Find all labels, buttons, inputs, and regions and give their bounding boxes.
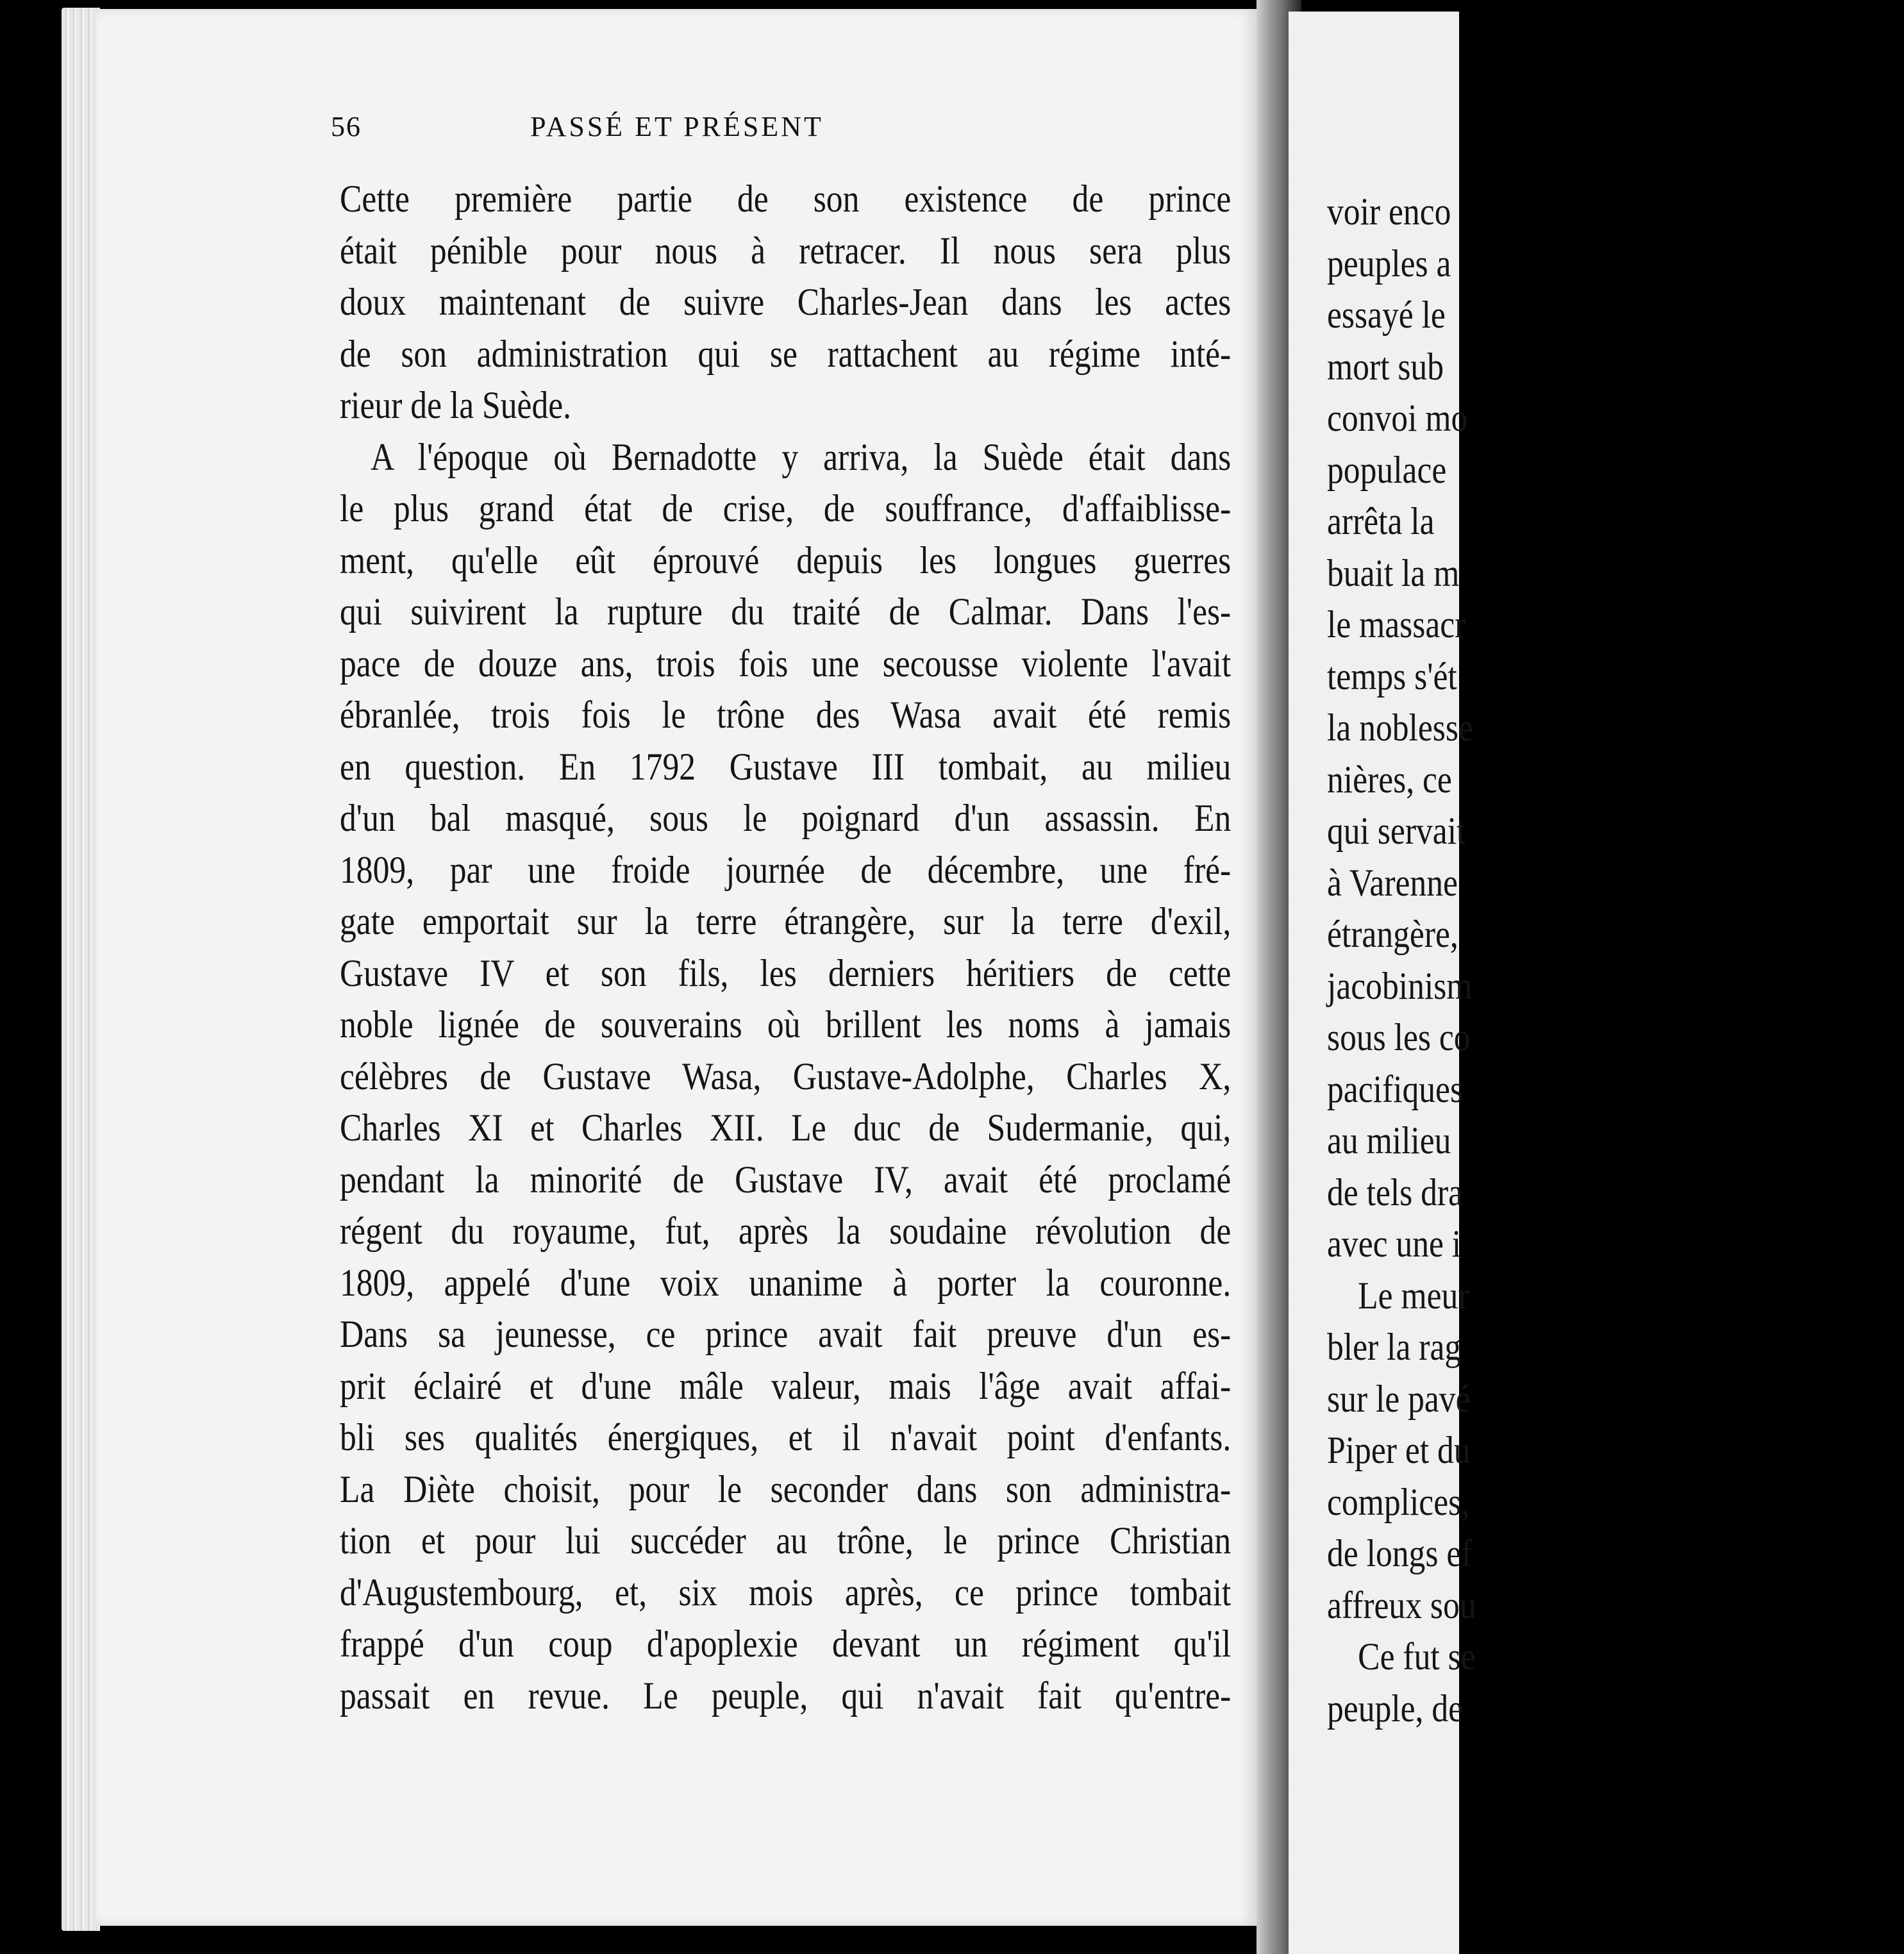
text-line: noble lignée de souverains où brillent les noms à jamais (340, 1003, 1232, 1046)
text-line: à Varenne (1327, 861, 1458, 904)
text-line: Ce fut se (1358, 1635, 1476, 1678)
text-line: bli ses qualités énergiques, et il n'avait point d'enfants. (340, 1416, 1232, 1458)
text-line: arrêta la (1327, 500, 1435, 542)
text-line: Gustave IV et son fils, les derniers héritiers de cette (340, 951, 1232, 994)
text-line: régent du royaume, fut, après la soudaine révolution de (340, 1210, 1232, 1252)
text-line: pace de douze ans, trois fois une secousse violente l'avait (340, 642, 1232, 685)
text-line: qui servait (1327, 810, 1466, 852)
text-line: qui suivirent la rupture du traité de Calmar. Dans l'es- (340, 590, 1232, 633)
text-line: Dans sa jeunesse, ce prince avait fait preuve d'un es- (340, 1313, 1232, 1355)
text-line: Cette première partie de son existence de prince (340, 178, 1232, 220)
text-line: buait la m (1327, 551, 1460, 594)
running-title: PASSÉ ET PRÉSENT (530, 111, 824, 142)
text-line: pendant la minorité de Gustave IV, avait été proclamé (340, 1158, 1232, 1201)
text-line: frappé d'un coup d'apoplexie devant un régiment qu'il (340, 1623, 1232, 1665)
text-line: étrangère, (1327, 913, 1458, 955)
right-page-text (1327, 186, 1904, 1734)
right-page (1289, 12, 1476, 1954)
text-line: gate emportait sur la terre étrangère, sur la terre d'exil, (340, 900, 1232, 942)
text-line: essayé le (1327, 294, 1446, 336)
text-line: convoi mo (1327, 397, 1468, 439)
text-line: 1809, par une froide journée de décembre, une fré- (340, 848, 1232, 891)
text-line: jacobinism (1327, 964, 1473, 1007)
text-line: avec une i (1327, 1223, 1462, 1265)
text-line: voir enco (1327, 190, 1451, 233)
page-header (331, 110, 1254, 149)
text-line: était pénible pour nous à retracer. Il nous sera plus (340, 229, 1232, 272)
text-line: en question. En 1792 Gustave III tombait, au milieu (340, 745, 1232, 788)
text-line: mort sub (1327, 345, 1444, 388)
text-line: rieur de la Suède. (340, 384, 572, 426)
text-line: le massacr (1327, 603, 1466, 646)
text-line: A l'époque où Bernadotte y arriva, la Suède était dans (371, 435, 1232, 478)
text-line: doux maintenant de suivre Charles-Jean dans les actes (340, 281, 1232, 323)
text-line: peuples a (1327, 242, 1451, 285)
text-line: tion et pour lui succéder au trône, le prince Christian (340, 1519, 1232, 1562)
text-line: prit éclairé et d'une mâle valeur, mais l'âge avait affai- (340, 1364, 1232, 1407)
text-line: Le meur (1358, 1274, 1469, 1317)
text-line: affreux sou (1327, 1583, 1476, 1626)
text-line: célèbres de Gustave Wasa, Gustave-Adolphe, Charles X, (340, 1055, 1232, 1098)
text-line: La Diète choisit, pour le seconder dans son administra- (340, 1467, 1232, 1510)
text-line: temps s'ét (1327, 655, 1457, 697)
text-line: 1809, appelé d'une voix unanime à porter la couronne. (340, 1261, 1232, 1304)
text-line: le plus grand état de crise, de souffrance, d'affaiblisse- (340, 487, 1232, 530)
text-line: peuple, de (1327, 1687, 1464, 1730)
text-line: d'Augustembourg, et, six mois après, ce prince tombait (340, 1571, 1232, 1614)
text-line: Charles XI et Charles XII. Le duc de Sudermanie, qui, (340, 1106, 1232, 1149)
text-line: ment, qu'elle eût éprouvé depuis les longues guerres (340, 539, 1232, 581)
text-line: complices, (1327, 1480, 1470, 1523)
text-line: populace (1327, 448, 1447, 491)
text-line: au milieu (1327, 1119, 1451, 1162)
text-line: ébranlée, trois fois le trône des Wasa avait été remis (340, 694, 1232, 736)
text-line: de longs ef (1327, 1532, 1473, 1574)
text-line: la noblesse (1327, 706, 1473, 749)
text-line: de tels dra (1327, 1171, 1464, 1214)
text-line: sous les co (1327, 1016, 1471, 1058)
left-page-text (340, 173, 1231, 1721)
text-line: nières, ce (1327, 758, 1452, 801)
text-line: de son administration qui se rattachent au régime inté- (340, 332, 1232, 375)
page-stack-edge (62, 8, 100, 1931)
text-line: bler la rag (1327, 1326, 1462, 1368)
page-number: 56 (331, 111, 362, 142)
text-line: Piper et du (1327, 1429, 1471, 1471)
text-line: pacifiques (1327, 1067, 1464, 1110)
text-line: d'un bal masqué, sous le poignard d'un assassin. En (340, 797, 1232, 839)
text-line: sur le pavé (1327, 1377, 1471, 1420)
text-line: passait en revue. Le peuple, qui n'avait fait qu'entre- (340, 1674, 1232, 1717)
